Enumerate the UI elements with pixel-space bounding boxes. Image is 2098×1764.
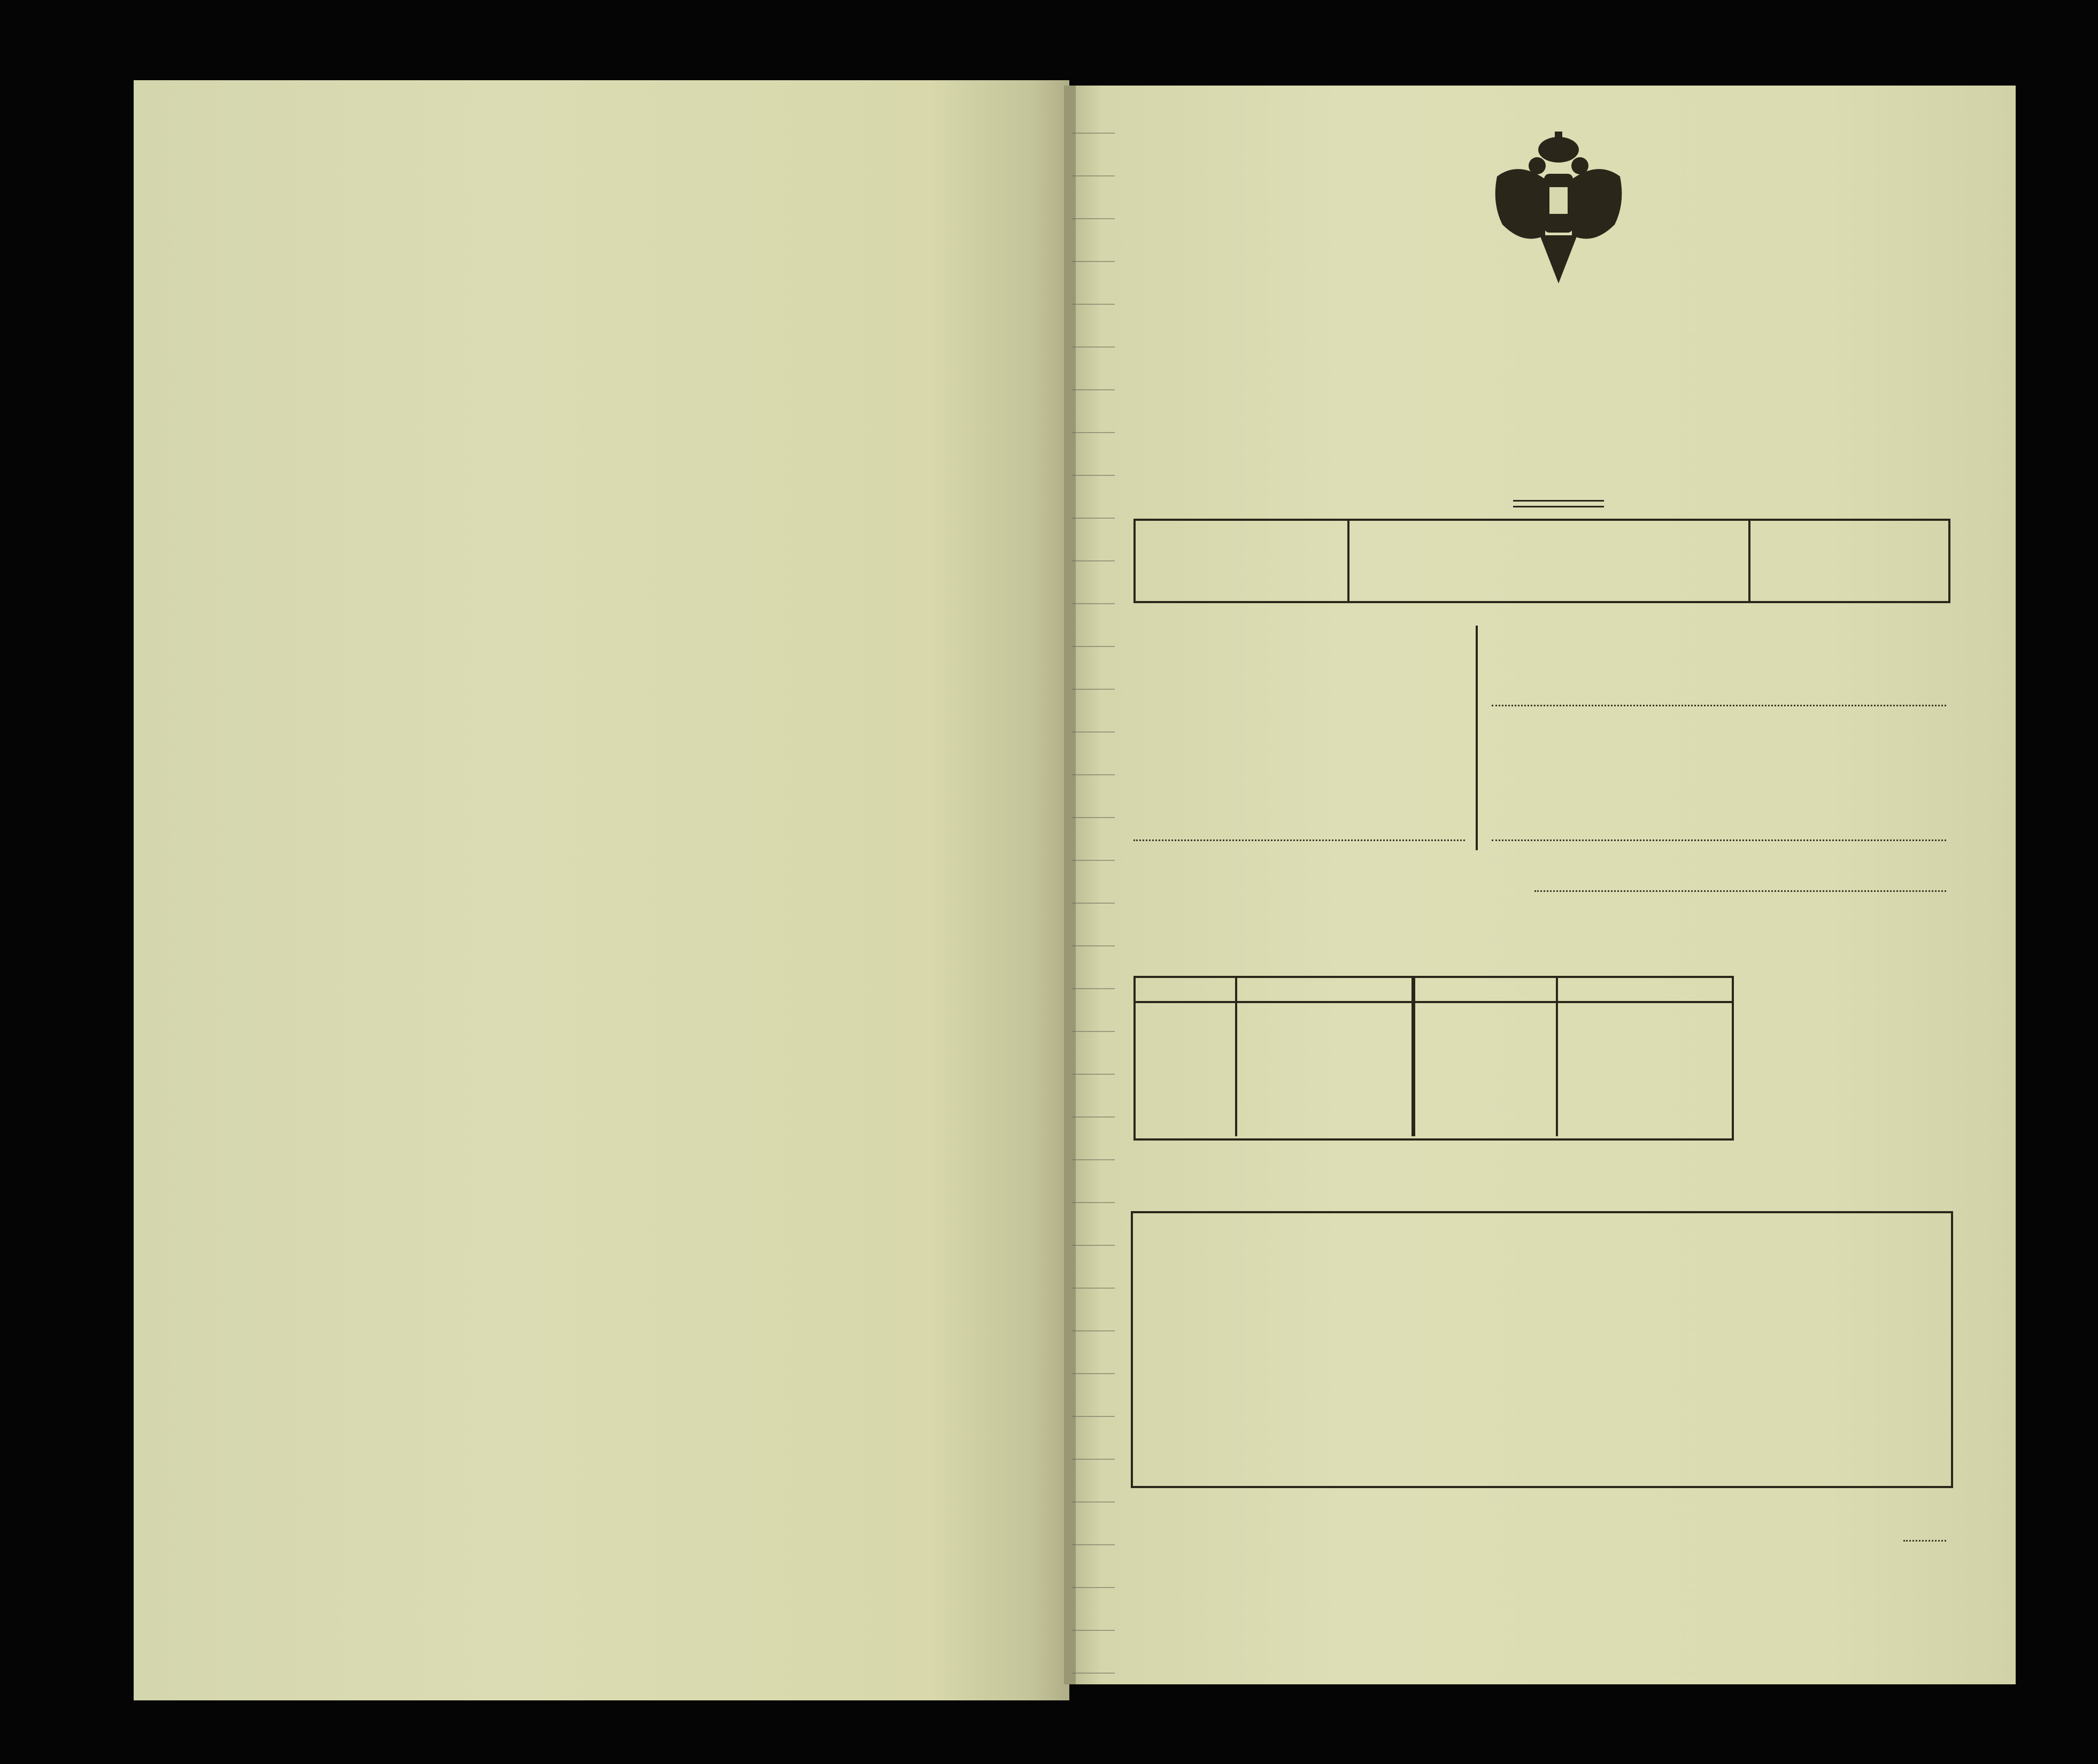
divider (1748, 519, 1750, 601)
signature-row (1433, 1517, 1454, 1552)
blank-line (1492, 705, 1946, 706)
col-line (1235, 976, 1237, 1136)
summary-table (1131, 1211, 1953, 1488)
col-line (1556, 976, 1558, 1136)
torn-stub-edge (1072, 91, 1115, 1674)
divider (1347, 519, 1349, 601)
society-row (1492, 639, 1497, 658)
header-line (1133, 1001, 1732, 1003)
ornament-divider (1513, 500, 1604, 507)
sheet-number-label (1754, 140, 1757, 177)
left-blank-page (134, 80, 1069, 1700)
blank-line (1133, 839, 1465, 841)
signature-line (1903, 1540, 1946, 1542)
blank-line (1492, 839, 1946, 841)
census-area-row (1133, 632, 1144, 651)
table-divider (1411, 976, 1415, 1136)
form-header-box (1133, 519, 1950, 603)
field-divider (1476, 626, 1478, 850)
volost-row (1133, 790, 1139, 810)
owner-line (1534, 890, 1946, 892)
lives-row (1133, 909, 1230, 929)
stan-row (1133, 673, 1144, 691)
owner-row (1133, 869, 1141, 890)
imperial-eagle-icon (1486, 128, 1631, 289)
